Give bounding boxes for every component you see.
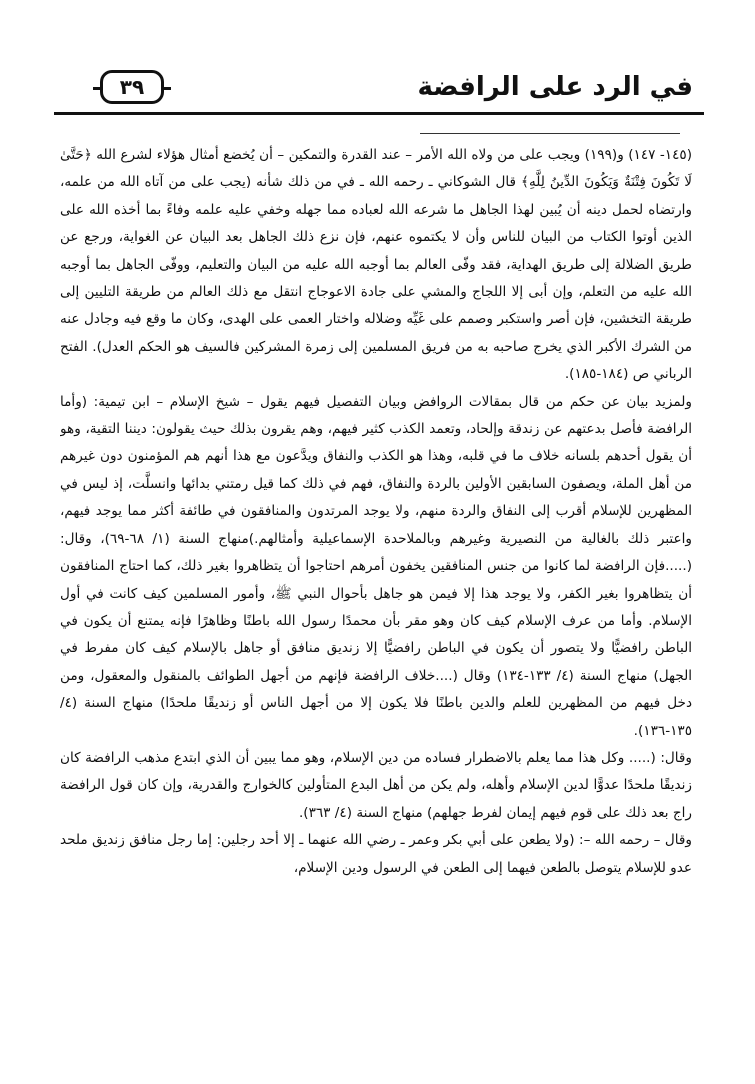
paragraph: (١٤٥- ١٤٧) و(١٩٩) ويجب على من ولاه الله الأمر – عند القدرة والتمكين – أن يُخضع أمثال هؤلاء لشرع الله ﴿حَتَّىٰ لَا تَكُونَ فِتْنَةٌ وَيَكُونَ الدِّينُ لِلَّهِ﴾ قال الشوكاني ـ رحمه الله ـ في من ذلك شأنه (يجب على من آتاه الله من علمه، وارتضاه لحمل دينه أن يُبين لهذا الجاهل ما شرعه الله لعباده مما جهله وخفي عليه علمه وفاءً بما أخذه الله على الذين أوتوا الكتاب من البيان للناس وأن لا يكتموه عنهم، فإن نزع ذلك الجاهل بعد البيان عن الغواية، ورجع عن طريق الضلالة إلى طريق الهداية، فقد وفّى العالم بما أوجبه الله عليه من البيان والتعليم، ووفّى الجاهل بما أوجبه الله عليه من التعلم، وإن أبى إلا اللجاج والمشي على جادة الاعوجاج انتقل مع ذلك العالم من طريقة التليين إلى طريقة التخشين، فإن أصر واستكبر وصمم على غَيِّه وضلاله واختار العمى على الهدى، وكان ما وقع فيه وجادل عنه من الشرك الأكبر الذي يخرج صاحبه به من فريق المسلمين إلى زمرة المشركين فالسيف هو الحكم العدل). الفتح الرباني ص (١٨٤-١٨٥). — [60, 147, 692, 383]
footnote-separator — [420, 133, 680, 134]
paragraph: ولمزيد بيان عن حكم من قال بمقالات الروافض وبيان التفصيل فيهم يقول – شيخ الإسلام – ابن تيمية: (وأما الرافضة فأصل بدعتهم عن زندقة وإلحاد، وتعمد الكذب كثير فيهم، وهم يقرون بذلك حيث يقولون: ديننا التقية، وهو أن يقول أحدهم بلسانه خلاف ما في قلبه، وهذا هو الكذب والنفاق ويدَّعون مع هذا أنهم هم المؤمنون دون غيرهم من أهل الملة، ويصفون السابقين الأولين بالردة والنفاق، فهم في ذلك كما قيل رمتني بدائها وانسلَّت، إذ ليس في المظهرين للإسلام أقرب إلى النفاق والردة منهم، ولا يوجد المرتدون والمنافقون في طائفة أكثر مما يوجد فيهم، واعتبر ذلك بالغالية من النصيرية وغيرهم وبالملاحدة الإسماعيلية وأمثالهم.)منهاج السنة (١/ ٦٨-٦٩)، وقال: (.....فإن الرافضة لما كانوا من جنس المنافقين يخفون أمرهم احتاجوا أن يتظاهروا بغير ذلك، كما احتاج المنافقون أن يتظاهروا بغير الكفر، ولا يوجد هذا إلا فيمن هو جاهل بأحوال النبي ﷺ، وأمور المسلمين كيف كانت في أول الإسلام. وأما من عرف الإسلام كيف كان وهو مقر بأن محمدًا رسول الله باطنًا وظاهرًا فإنه يمتنع أن يكون في الباطن رافضيًّا ولا يتصور أن يكون في الباطن رافضيًّا إلا زنديق منافق أو جاهل بالإسلام كيف كان مفرط في الجهل) منهاج السنة (٤/ ١٣٣-١٣٤) وقال (....خلاف الرافضة فإنهم من أجهل الطوائف بالمنقول والمعقول، ومن دخل فيهم من المظهرين للعلم والدين باطنًا فلا يكون إلا من أجهل الناس أو زنديقًا ملحدًا) منهاج السنة (٤/ ١٣٥-١٣٦). — [60, 393, 692, 739]
paragraph: وقال: (..... وكل هذا مما يعلم بالاضطرار فساده من دين الإسلام، وهو مما يبين أن الذي ابتدع مذهب الرافضة كان زنديقًا ملحدًا عدوًّا لدين الإسلام وأهله، ولم يكن من أهل البدع المتأولين كالخوارج والقدرية، وإن كان قول الرافضة راج بعد ذلك على قوم فيهم إيمان لفرط جهلهم) منهاج السنة (٤/ ٣٦٣). — [60, 749, 692, 821]
page-body — [60, 142, 692, 1067]
page-number: ٣٩ — [100, 70, 164, 104]
running-header-title: في الرد على الرافضة — [417, 72, 693, 102]
header-divider — [54, 112, 704, 115]
paragraph: وقال – رحمه الله –: (ولا يطعن على أبي بكر وعمر ـ رضي الله عنهما ـ إلا أحد رجلين: إما رجل منافق زنديق ملحد عدو للإسلام يتوصل بالطعن فيهما إلى الطعن في الرسول ودين الإسلام، — [60, 832, 692, 876]
